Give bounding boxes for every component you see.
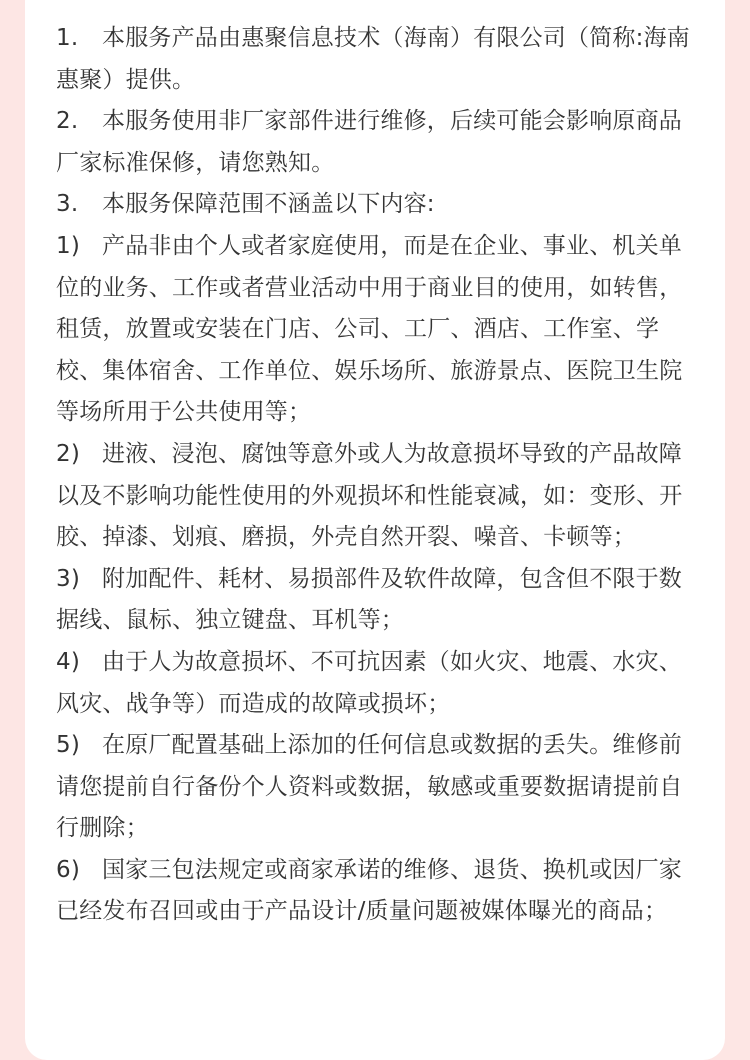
term-text: 本服务保障范围不涵盖以下内容: (102, 191, 435, 218)
term-text: 本服务使用非厂家部件进行维修，后续可能会影响原商品厂家标准保修，请您熟知。 (56, 108, 682, 176)
term-number: 1) (56, 232, 81, 259)
term-number: 3) (56, 565, 81, 592)
term-text: 国家三包法规定或商家承诺的维修、退货、换机或因厂家已经发布召回或由于产品设计/质量问题被媒体曝光的商品； (56, 856, 682, 925)
term-number: 4) (56, 648, 81, 675)
term-item (56, 434, 696, 559)
term-number: 3. (56, 191, 79, 218)
term-number: 1. (56, 25, 79, 51)
term-number: 2) (56, 440, 81, 467)
term-item (56, 725, 696, 850)
term-text: 由于人为故意损坏、不可抗因素（如火灾、地震、水灾、风灾、战争等）而造成的故障或损坏； (56, 648, 682, 717)
term-item (56, 184, 696, 226)
term-text: 附加配件、耗材、易损部件及软件故障，包含但不限于数据线、鼠标、独立键盘、耳机等； (56, 565, 682, 634)
term-item (56, 18, 696, 101)
term-number: 2. (56, 108, 79, 135)
term-text: 进液、浸泡、腐蚀等意外或人为故意损坏导致的产品故障以及不影响功能性使用的外观损坏和性能衰减，如：变形、开胶、掉漆、划痕、磨损，外壳自然开裂、噪音、卡顿等； (56, 440, 683, 551)
term-number: 6) (56, 856, 81, 883)
terms-list (56, 18, 696, 933)
term-item (56, 226, 696, 434)
term-text: 产品非由个人或者家庭使用，而是在企业、事业、机关单位的业务、工作或者营业活动中用于商业目的使用，如转售，租赁，放置或安装在门店、公司、工厂、酒店、工作室、学校、集体宿舍、工作单位、娱乐场所、旅游景点、医院卫生院等场所用于公共使用等； (56, 232, 683, 426)
term-item (56, 850, 696, 933)
term-item (56, 559, 696, 642)
term-number: 5) (56, 732, 81, 759)
term-text: 本服务产品由惠聚信息技术（海南）有限公司（简称:海南惠聚）提供。 (56, 25, 690, 93)
term-text: 在原厂配置基础上添加的任何信息或数据的丢失。维修前请您提前自行备份个人资料或数据，敏感或重要数据请提前自行删除； (56, 732, 683, 842)
term-item (56, 101, 696, 184)
term-item (56, 642, 696, 725)
